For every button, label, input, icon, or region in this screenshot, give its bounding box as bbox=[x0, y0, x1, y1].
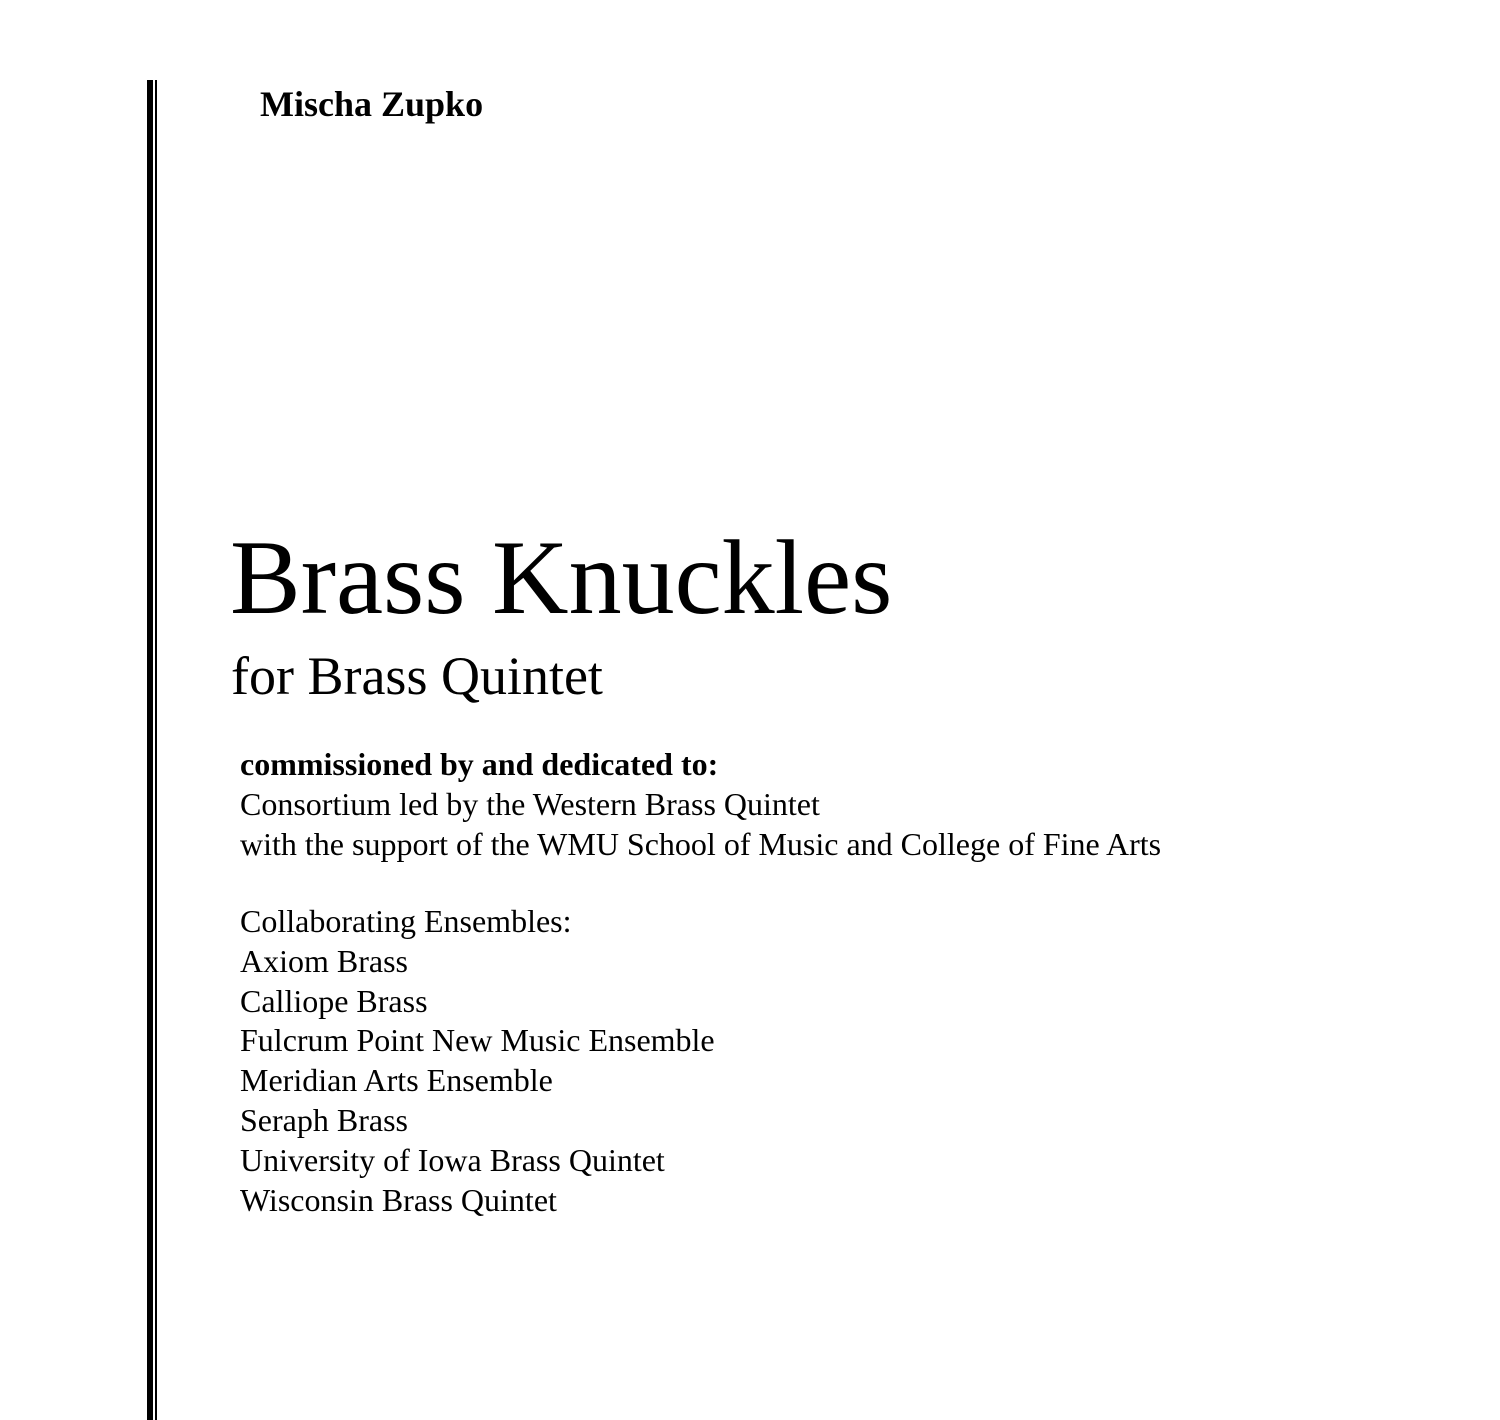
left-margin-rule-thick bbox=[147, 80, 153, 1420]
ensemble-item: Calliope Brass bbox=[240, 982, 428, 1019]
dedication-line: with the support of the WMU School of Music and College of Fine Arts bbox=[240, 826, 1162, 862]
ensemble-item: Meridian Arts Ensemble bbox=[240, 1062, 553, 1099]
ensembles-block bbox=[240, 902, 715, 1220]
work-subtitle: for Brass Quintet bbox=[231, 646, 603, 706]
dedication-line: Consortium led by the Western Brass Quintet bbox=[240, 786, 820, 822]
left-margin-rule-thin bbox=[155, 80, 157, 1420]
ensemble-item: Wisconsin Brass Quintet bbox=[240, 1181, 557, 1218]
work-title: Brass Knuckles bbox=[230, 519, 893, 636]
ensemble-item: Fulcrum Point New Music Ensemble bbox=[240, 1022, 715, 1059]
dedication-heading: commissioned by and dedicated to: bbox=[240, 746, 719, 782]
dedication-block bbox=[240, 744, 1161, 864]
composer-name: Mischa Zupko bbox=[260, 84, 484, 124]
ensemble-item: Seraph Brass bbox=[240, 1101, 408, 1138]
ensembles-heading: Collaborating Ensembles: bbox=[240, 903, 572, 939]
ensemble-item: University of Iowa Brass Quintet bbox=[240, 1141, 665, 1178]
ensemble-item: Axiom Brass bbox=[240, 942, 408, 979]
